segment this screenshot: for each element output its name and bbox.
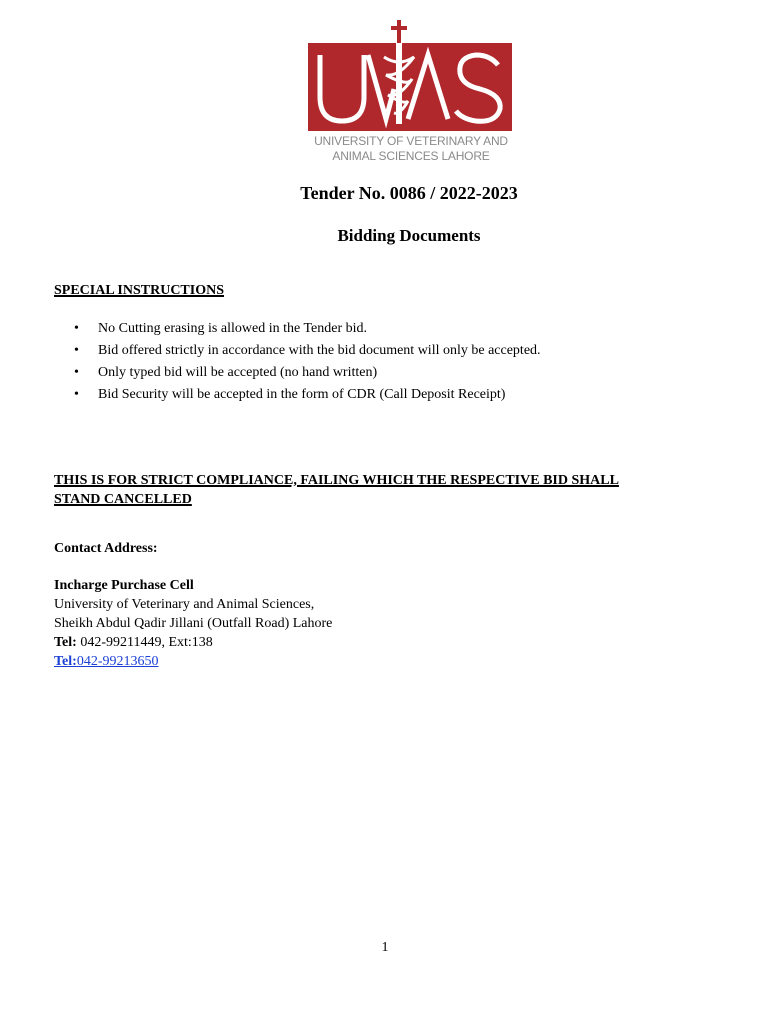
telephone-line-1 [54,633,332,652]
address-line-1: University of Veterinary and Animal Sciences, [54,597,315,612]
logo-caption-line-1: UNIVERSITY OF VETERINARY AND [314,134,508,148]
page-number: 1 [381,940,389,955]
list-item [54,318,541,340]
bullet-icon: • [74,365,79,380]
contact-address-label: Contact Address: [54,541,158,556]
instruction-text: Bid offered strictly in accordance with the bid document will only be accepted. [98,343,541,358]
compliance-line-1: THIS IS FOR STRICT COMPLIANCE, FAILING WHICH THE RESPECTIVE BID SHALL [54,473,619,488]
tel-label: Tel: [54,635,77,650]
compliance-notice [54,471,674,509]
uvas-logo [308,17,514,163]
tel-link-label[interactable]: Tel: [54,654,77,669]
contact-name: Incharge Purchase Cell [54,578,194,593]
list-item [54,384,541,406]
bullet-icon: • [74,321,79,336]
instruction-text: Bid Security will be accepted in the form of CDR (Call Deposit Receipt) [98,387,506,402]
instruction-text: No Cutting erasing is allowed in the Tender bid. [98,321,367,336]
instruction-text: Only typed bid will be accepted (no hand written) [98,365,378,380]
tender-number-title: Tender No. 0086 / 2022-2023 [300,183,518,203]
bidding-documents-title: Bidding Documents [337,226,481,245]
list-item [54,362,541,384]
telephone-line-2[interactable] [54,652,332,671]
telephone-link[interactable] [54,654,159,669]
logo-caption-line-2: ANIMAL SCIENCES LAHORE [332,149,490,163]
tel-link-value[interactable]: 042-99213650 [76,654,159,669]
tel-value: 042-99211449, Ext:138 [76,635,213,650]
contact-address-block [54,576,332,671]
special-instructions-heading: SPECIAL INSTRUCTIONS [54,283,224,298]
compliance-line-2: STAND CANCELLED [54,492,192,507]
bullet-icon: • [74,343,79,358]
logo-wordmark-graphic [308,17,514,135]
logo-caption [308,134,514,164]
special-instructions-list [54,318,541,406]
list-item [54,340,541,362]
address-line-2: Sheikh Abdul Qadir Jillani (Outfall Road) Lahore [54,616,333,631]
bullet-icon: • [74,387,79,402]
